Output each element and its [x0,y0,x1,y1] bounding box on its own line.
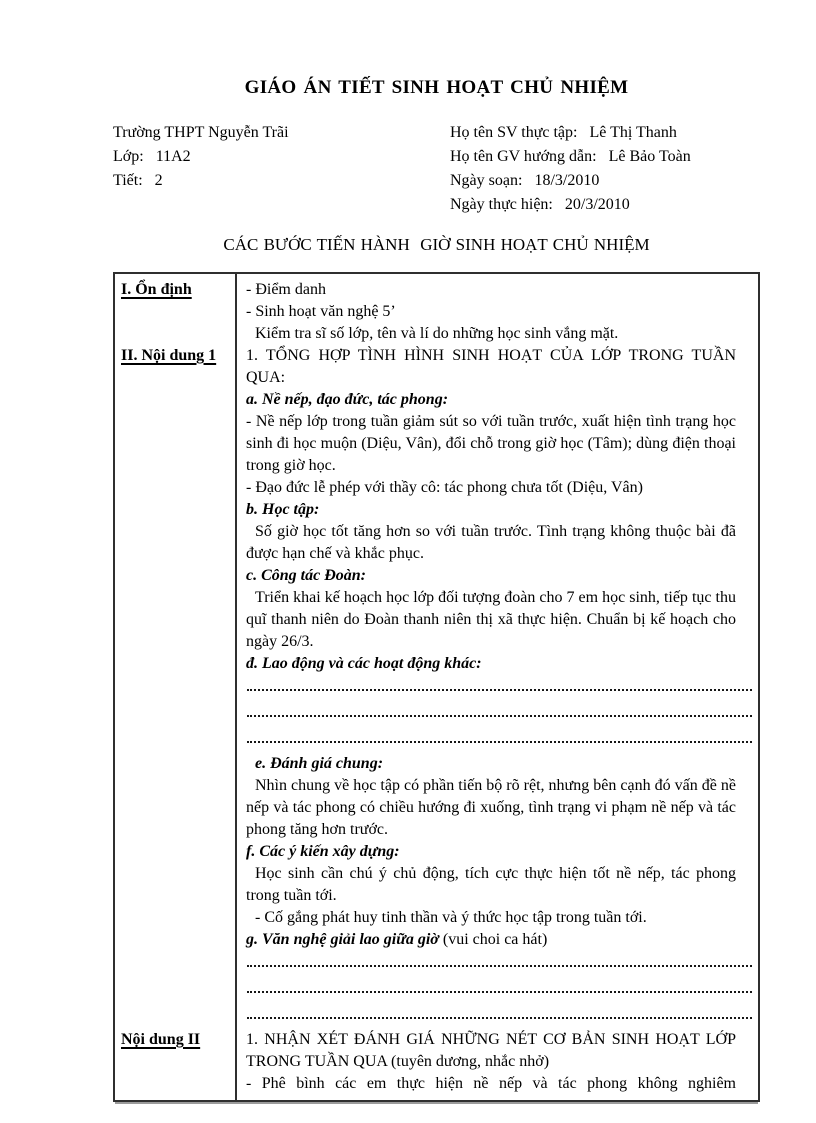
document-title: GIÁO ÁN TIẾT SINH HOẠT CHỦ NHIỆM [244,77,629,98]
supervisor-row [450,145,760,169]
row-label-noi-dung-2: Nội dung II [121,1031,201,1048]
dotted-fill-line [246,977,736,1003]
content-line: - Nề nếp lớp trong tuần giảm sút so với tuần trước, xuất hiện tình trạng học sinh đi học muộn (Diệu, Vân), đổi chỗ trong giờ học (Tâm); dùng điện thoại trong giờ học. [246,413,736,474]
content-line: - Đạo đức lễ phép với thầy cô: tác phong chưa tốt (Diệu, Vân) [246,479,643,496]
date-taught-row [450,193,760,217]
content-line: đ. Lao động và các hoạt động khác: [246,655,482,672]
content-line: - Sinh hoạt văn nghệ 5’ [246,303,396,320]
date-taught-label: Ngày thực hiện: [450,196,553,213]
content-line: Nhìn chung về học tập có phần tiến bộ rõ rệt, nhưng bên cạnh đó vấn đề nề nếp và tác phong có chiều hướng đi xuống, tình trạng vi phạm nề nếp và tác phong tăng hơn trước. [246,777,736,838]
content-line: e. Đánh giá chung: [255,755,384,772]
content-line: Học sinh cần chú ý chủ động, tích cực thực hiện tốt nề nếp, tác phong trong tuần tới. [246,865,736,904]
class-row [113,145,450,169]
lesson-steps-table [113,272,760,1102]
header-info [113,121,760,217]
dotted-fill-line [246,701,736,727]
intern-name-label: Họ tên SV thực tập: [450,124,578,141]
content-line: Kiểm tra sĩ số lớp, tên và lí do những học sinh vắng mặt. [255,325,619,342]
content-line: - Điểm danh [246,281,326,298]
period-label: Tiết: [113,172,143,189]
content-line [246,929,736,951]
period-row [113,169,450,193]
section-title: CÁC BƯỚC TIẾN HÀNH GIỜ SINH HOẠT CHỦ NHIỆM [223,235,650,254]
content-line: - Cố gắng phát huy tinh thần và ý thức học tập trong tuần tới. [255,909,647,926]
dotted-fill-line [246,727,736,753]
date-taught-value: 20/3/2010 [564,196,630,213]
content-line: f. Các ý kiến xây dựng: [246,843,400,860]
supervisor-label: Họ tên GV hướng dẫn: [450,148,597,165]
row-label-noi-dung-1: II. Nội dung 1 [121,347,217,364]
intern-name-row [450,121,760,145]
intern-name-value: Lê Thị Thanh [589,124,677,141]
content-line: - Phê bình các em thực hiện nề nếp và tác phong không nghiêm [246,1075,736,1092]
period-value: 2 [154,172,163,189]
school-name: Trường THPT Nguyễn Trãi [113,124,289,141]
content-heading-inline: g. Văn nghệ giải lao giữa giờ [246,931,439,948]
header-info-left [113,121,450,217]
table-right-column [237,274,758,1100]
content-line: Triển khai kế hoạch học lớp đối tượng đoàn cho 7 em học sinh, tiếp tục thu quĩ thanh niên do Đoàn thanh niên thị xã thực hiện. Chuẩn bị kế hoạch cho ngày 26/3. [246,589,736,650]
content-line: a. Nề nếp, đạo đức, tác phong: [246,391,449,408]
date-prepared-value: 18/3/2010 [534,172,600,189]
content-text-inline: (vui choi ca hát) [438,931,548,948]
row-label-on-dinh: I. Ổn định [121,281,192,298]
school-name-row [113,121,450,145]
content-line: 1. NHẬN XÉT ĐÁNH GIÁ NHỮNG NÉT CƠ BẢN SINH HOẠT LỚP TRONG TUẦN QUA (tuyên dương, nhắc nhở) [246,1031,736,1070]
dotted-fill-line [246,951,736,977]
content-line: 1. TỔNG HỢP TÌNH HÌNH SINH HOẠT CỦA LỚP TRONG TUẦN QUA: [246,347,736,386]
dotted-fill-line [246,675,736,701]
content-line: c. Công tác Đoàn: [246,567,366,584]
content-line: Số giờ học tốt tăng hơn so với tuần trước. Tình trạng không thuộc bài đã được hạn chế và khắc phục. [246,523,736,562]
table-left-column [115,274,237,1100]
content-line: b. Học tập: [246,501,320,518]
class-value: 11A2 [155,148,191,165]
header-info-right [450,121,760,217]
date-prepared-row [450,169,760,193]
dotted-fill-line [246,1003,736,1029]
class-label: Lớp: [113,148,144,165]
supervisor-value: Lê Bảo Toàn [608,148,691,165]
date-prepared-label: Ngày soạn: [450,172,523,189]
